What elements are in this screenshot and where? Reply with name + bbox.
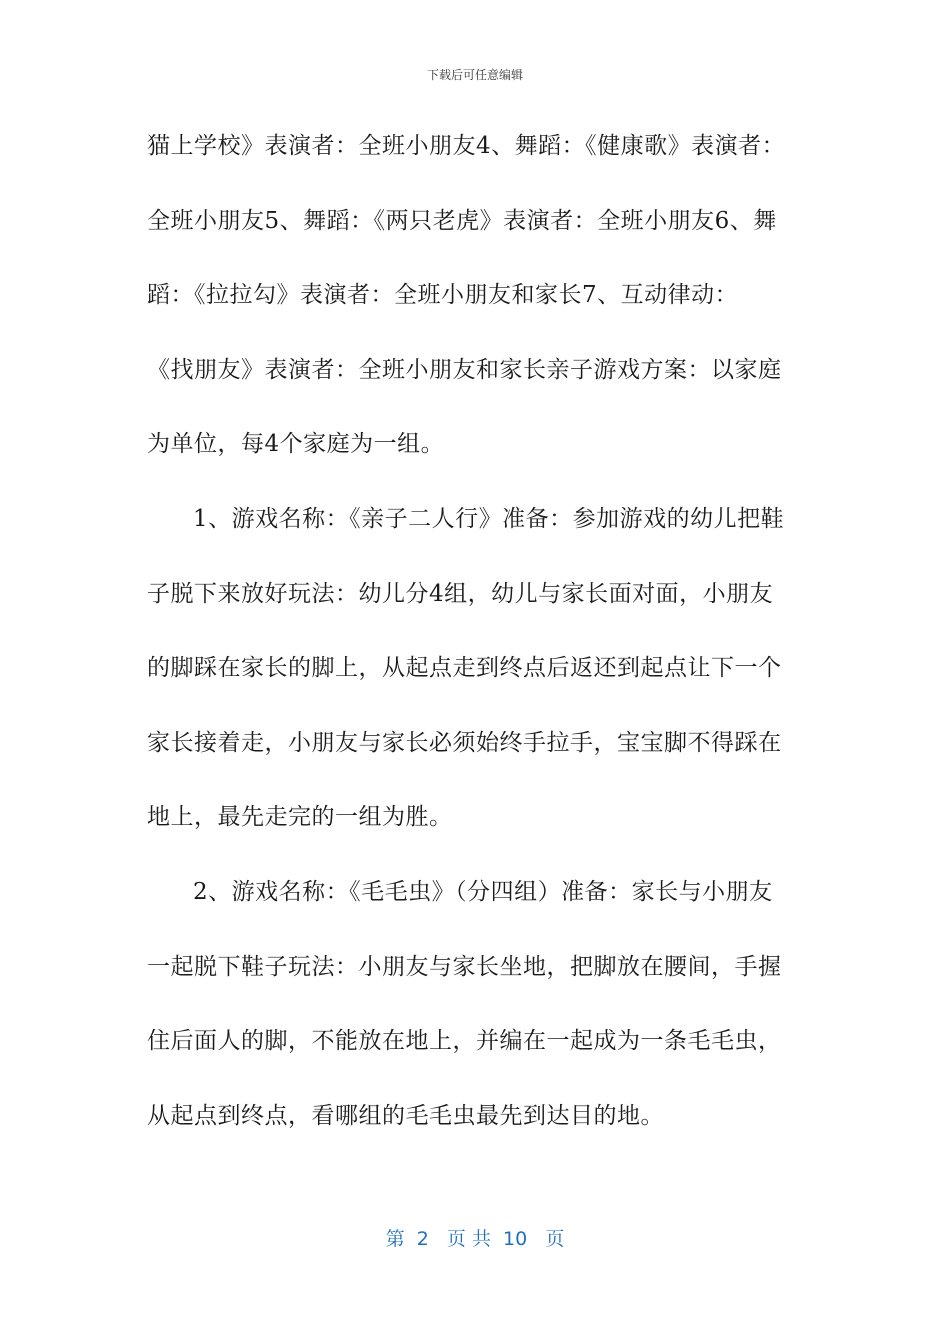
text-line: 《找朋友》表演者：全班小朋友和家长亲子游戏方案：以家庭 (147, 356, 782, 383)
paragraph-start-line: 2、游戏名称：《毛毛虫》（分四组）准备：家长与小朋友 (193, 878, 773, 905)
text-line: 全班小朋友5、舞蹈：《两只老虎》表演者：全班小朋友6、舞 (147, 207, 777, 234)
text-line: 的脚踩在家长的脚上，从起点走到终点后返还到起点让下一个 (147, 655, 782, 682)
text-line: 家长接着走，小朋友与家长必须始终手拉手，宝宝脚不得踩在 (147, 729, 782, 756)
document-body (147, 120, 807, 1164)
text-line: 地上，最先走完的一组为胜。 (147, 804, 453, 831)
page-number-footer: 第 2 页 共 10 页 (385, 1228, 565, 1250)
paragraph-start-line: 1、游戏名称：《亲子二人行》准备：参加游戏的幼儿把鞋 (193, 505, 785, 532)
text-line: 为单位，每4个家庭为一组。 (147, 431, 445, 458)
text-line: 猫上学校》表演者：全班小朋友4、舞蹈：《健康歌》表演者： (147, 133, 786, 159)
page-header: 下载后可任意编辑 (426, 68, 523, 82)
text-line: 一起脱下鞋子玩法：小朋友与家长坐地，把脚放在腰间，手握 (147, 953, 782, 980)
text-line: 子脱下来放好玩法：幼儿分4组，幼儿与家长面对面，小朋友 (147, 580, 774, 607)
text-line: 从起点到终点，看哪组的毛毛虫最先到达目的地。 (147, 1102, 664, 1129)
text-line: 蹈：《拉拉勾》表演者：全班小朋友和家长7、互动律动： (147, 282, 739, 309)
text-line: 住后面人的脚，不能放在地上，并编在一起成为一条毛毛虫， (147, 1028, 782, 1055)
